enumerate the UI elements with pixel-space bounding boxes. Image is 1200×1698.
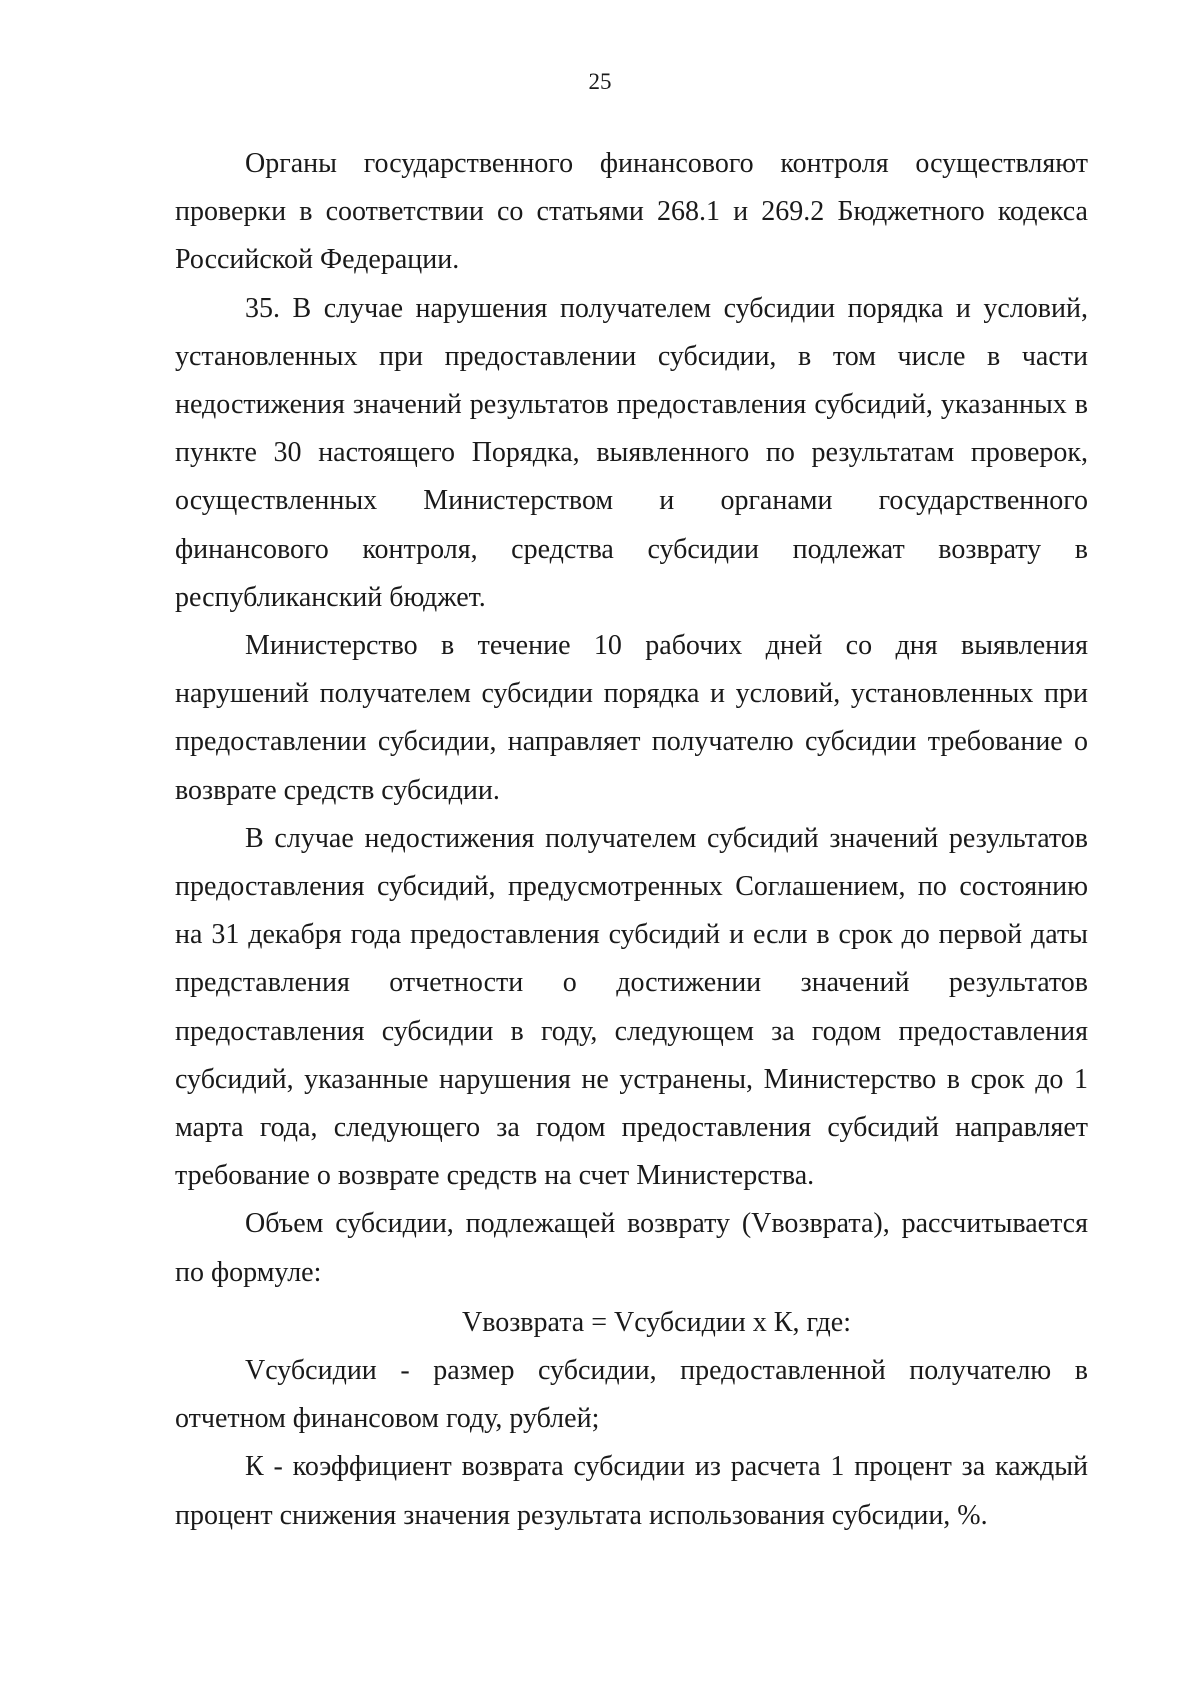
paragraph-financial-control-audits: Органы государственного финансового контроля осуществляют проверки в соответствии со статьями 268.1 и 269.2 Бюджетного кодекса Российской Федерации. [175,148,1088,276]
paragraph-return-volume-intro: Объем субсидии, подлежащей возврату (Vвозврата), рассчитывается по формуле: [175,1208,1088,1288]
page-number: 25 [588,69,612,94]
document-body [175,140,1088,1540]
return-formula: Vвозврата = Vсубсидии х К, где: [461,1306,852,1338]
paragraph-results-not-achieved: В случае недостижения получателем субсидий значений результатов предоставления субсидий, предусмотренных Соглашением, по состоянию на 31 декабря года предоставления субсидий и если в срок до первой даты представления отчетности о достижении значений результатов предоставления субсидии в году, следующем за годом предоставления субсидий, указанные нарушения не устранены, Министерство в срок до 1 марта года, следующего за годом предоставления субсидий направляет требование о возврате средств на счет Министерства. [175,822,1088,1192]
paragraph-ministry-return-demand: Министерство в течение 10 рабочих дней со дня выявления нарушений получателем субсидии порядка и условий, установленных при предоставлении субсидии, направляет получателю субсидии требование о возврате средств субсидии. [175,630,1088,806]
paragraph-35-violation-return: 35. В случае нарушения получателем субсидии порядка и условий, установленных при предоставлении субсидии, в том числе в части недостижения значений результатов предоставления субсидий, указанных в пункте 30 настоящего Порядка, выявленного по результатам проверок, осуществленных Министерством и органами государственного финансового контроля, средства субсидии подлежат возврату в республиканский бюджет. [175,292,1088,613]
paragraph-subsidy-definition: Vсубсидии - размер субсидии, предоставленной получателю в отчетном финансовом году, рублей; [175,1355,1088,1435]
paragraph-coefficient-definition: К - коэффициент возврата субсидии из расчета 1 процент за каждый процент снижения значения результата использования субсидии, %. [175,1451,1088,1531]
